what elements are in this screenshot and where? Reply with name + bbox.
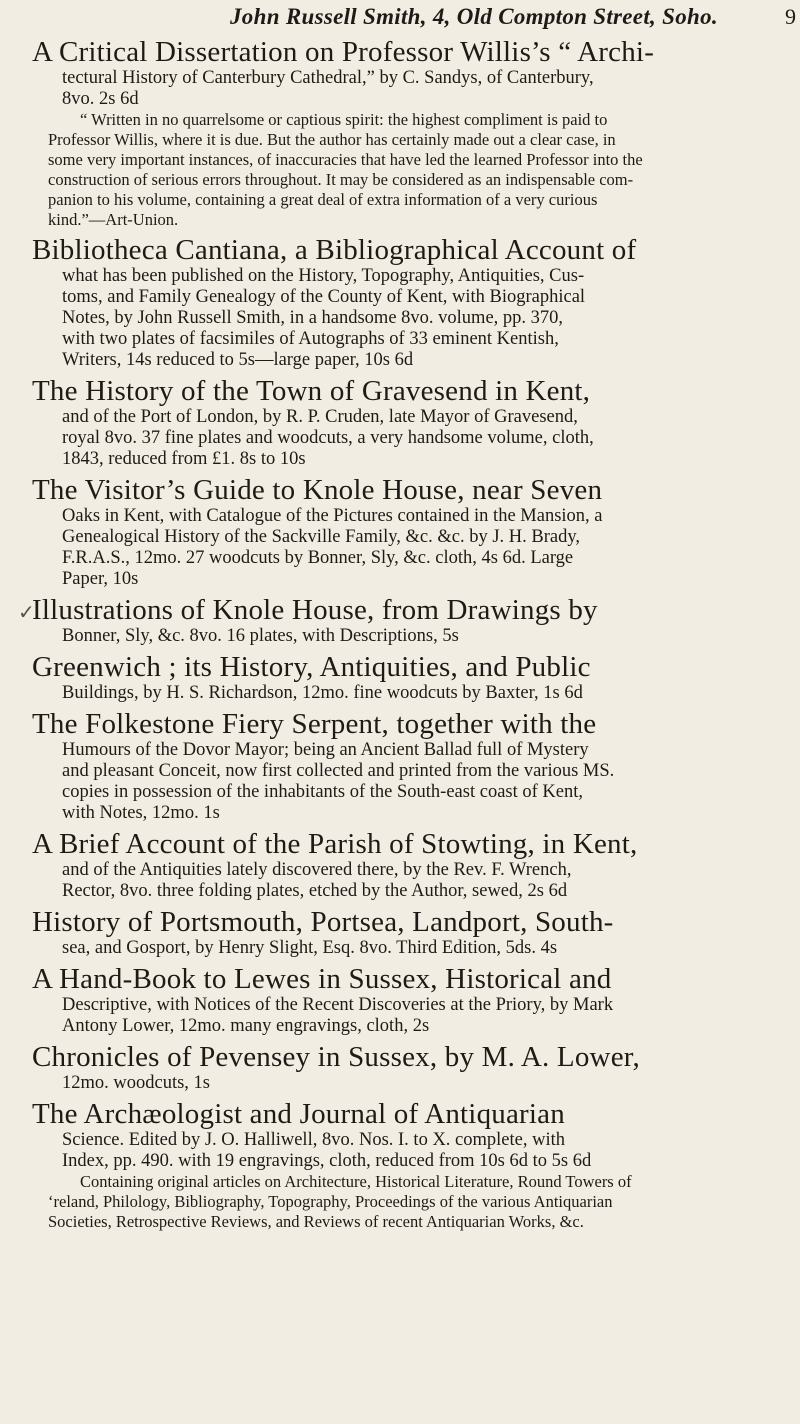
entry-quote-line: ‘reland, Philology, Bibliography, Topography, Proceedings of the various Antiquarian xyxy=(48,1192,613,1211)
margin-check-mark: ✓ xyxy=(18,602,35,624)
entry-title: The History of the Town of Gravesend in Kent, xyxy=(32,375,591,407)
catalogue-entry xyxy=(0,651,800,704)
catalogue-entry xyxy=(0,708,800,824)
entry-line: Descriptive, with Notices of the Recent Discoveries at the Priory, by Mark xyxy=(62,995,614,1015)
page-number: 9 xyxy=(785,4,796,29)
page-header xyxy=(0,2,800,38)
entry-quote-line: kind.”—Art-Union. xyxy=(48,210,179,229)
entry-line: Notes, by John Russell Smith, in a handsome 8vo. volume, pp. 370, xyxy=(62,308,564,328)
entry-line: 1843, reduced from £1. 8s to 10s xyxy=(62,449,306,469)
catalogue-entry xyxy=(0,36,800,230)
entry-quote-line: Societies, Retrospective Reviews, and Reviews of recent Antiquarian Works, &c. xyxy=(48,1212,584,1231)
entry-line: and of the Port of London, by R. P. Cruden, late Mayor of Gravesend, xyxy=(62,407,578,427)
entry-line: 8vo. 2s 6d xyxy=(62,89,139,109)
entry-quote-line: “ Written in no quarrelsome or captious spirit: the highest compliment is paid to xyxy=(80,110,608,129)
entry-line: Rector, 8vo. three folding plates, etched by the Author, sewed, 2s 6d xyxy=(62,881,568,901)
entry-quote-line: panion to his volume, containing a great deal of extra information of a very curious xyxy=(48,190,598,209)
entry-title: Illustrations of Knole House, from Drawings by xyxy=(32,594,598,626)
entry-line: Genealogical History of the Sackville Family, &c. &c. by J. H. Brady, xyxy=(62,527,581,547)
entry-title: A Brief Account of the Parish of Stowting, in Kent, xyxy=(32,828,638,860)
entry-title: The Folkestone Fiery Serpent, together with the xyxy=(32,708,597,740)
entry-line: Buildings, by H. S. Richardson, 12mo. fine woodcuts by Baxter, 1s 6d xyxy=(62,683,583,703)
entry-line: Writers, 14s reduced to 5s—large paper, 10s 6d xyxy=(62,350,414,370)
entry-title: A Critical Dissertation on Professor Willis’s “ Archi- xyxy=(32,36,655,68)
entry-line: tectural History of Canterbury Cathedral,” by C. Sandys, of Canterbury, xyxy=(62,68,594,88)
catalogue-entry xyxy=(0,963,800,1037)
entry-line: and of the Antiquities lately discovered there, by the Rev. F. Wrench, xyxy=(62,860,572,880)
entry-line: Index, pp. 490. with 19 engravings, cloth, reduced from 10s 6d to 5s 6d xyxy=(62,1151,592,1171)
entry-line: royal 8vo. 37 fine plates and woodcuts, a very handsome volume, cloth, xyxy=(62,428,594,448)
entry-line: 12mo. woodcuts, 1s xyxy=(62,1073,210,1093)
entry-line: Humours of the Dovor Mayor; being an Ancient Ballad full of Mystery xyxy=(62,740,589,760)
entry-line: with Notes, 12mo. 1s xyxy=(62,803,220,823)
entry-title: A Hand-Book to Lewes in Sussex, Historical and xyxy=(32,963,612,995)
entry-line: Science. Edited by J. O. Halliwell, 8vo. Nos. I. to X. complete, with xyxy=(62,1130,566,1150)
catalogue-entry xyxy=(0,375,800,470)
entry-line: with two plates of facsimiles of Autographs of 33 eminent Kentish, xyxy=(62,329,559,349)
entry-title: Bibliotheca Cantiana, a Bibliographical Account of xyxy=(32,234,637,266)
entry-line: and pleasant Conceit, now first collected and printed from the various MS. xyxy=(62,761,615,781)
entry-line: toms, and Family Genealogy of the County of Kent, with Biographical xyxy=(62,287,586,307)
entry-title: Chronicles of Pevensey in Sussex, by M. A. Lower, xyxy=(32,1041,640,1073)
catalogue-entry xyxy=(0,828,800,902)
entry-quote-line: construction of serious errors throughout. It may be considered as an indispensable com- xyxy=(48,170,634,189)
entry-quote-line: Containing original articles on Architecture, Historical Literature, Round Towers of xyxy=(80,1172,632,1191)
entry-line: F.R.A.S., 12mo. 27 woodcuts by Bonner, Sly, &c. cloth, 4s 6d. Large xyxy=(62,548,574,568)
entry-title: The Archæologist and Journal of Antiquarian xyxy=(32,1098,565,1130)
catalogue-entry xyxy=(0,1098,800,1232)
catalogue-entry xyxy=(0,1041,800,1094)
catalogue-entry xyxy=(0,594,800,647)
entry-title: History of Portsmouth, Portsea, Landport, South- xyxy=(32,906,614,938)
entry-line: Bonner, Sly, &c. 8vo. 16 plates, with Descriptions, 5s xyxy=(62,626,459,646)
entry-quote-line: some very important instances, of inaccuracies that have led the learned Professor into the xyxy=(48,150,643,169)
running-title: John Russell Smith, 4, Old Compton Street, Soho. xyxy=(230,4,718,29)
entry-line: sea, and Gosport, by Henry Slight, Esq. 8vo. Third Edition, 5ds. 4s xyxy=(62,938,558,958)
entry-line: what has been published on the History, Topography, Antiquities, Cus- xyxy=(62,266,585,286)
catalogue-entries xyxy=(0,36,800,1236)
catalogue-entry xyxy=(0,234,800,371)
entry-line: Antony Lower, 12mo. many engravings, cloth, 2s xyxy=(62,1016,430,1036)
entry-line: Paper, 10s xyxy=(62,569,139,589)
entry-title: The Visitor’s Guide to Knole House, near Seven xyxy=(32,474,603,506)
entry-line: Oaks in Kent, with Catalogue of the Pictures contained in the Mansion, a xyxy=(62,506,603,526)
catalogue-entry xyxy=(0,474,800,590)
entry-line: copies in possession of the inhabitants of the South-east coast of Kent, xyxy=(62,782,583,802)
entry-quote-line: Professor Willis, where it is due. But the author has certainly made out a clear case, in xyxy=(48,130,616,149)
entry-title: Greenwich ; its History, Antiquities, and Public xyxy=(32,651,591,683)
catalogue-entry xyxy=(0,906,800,959)
